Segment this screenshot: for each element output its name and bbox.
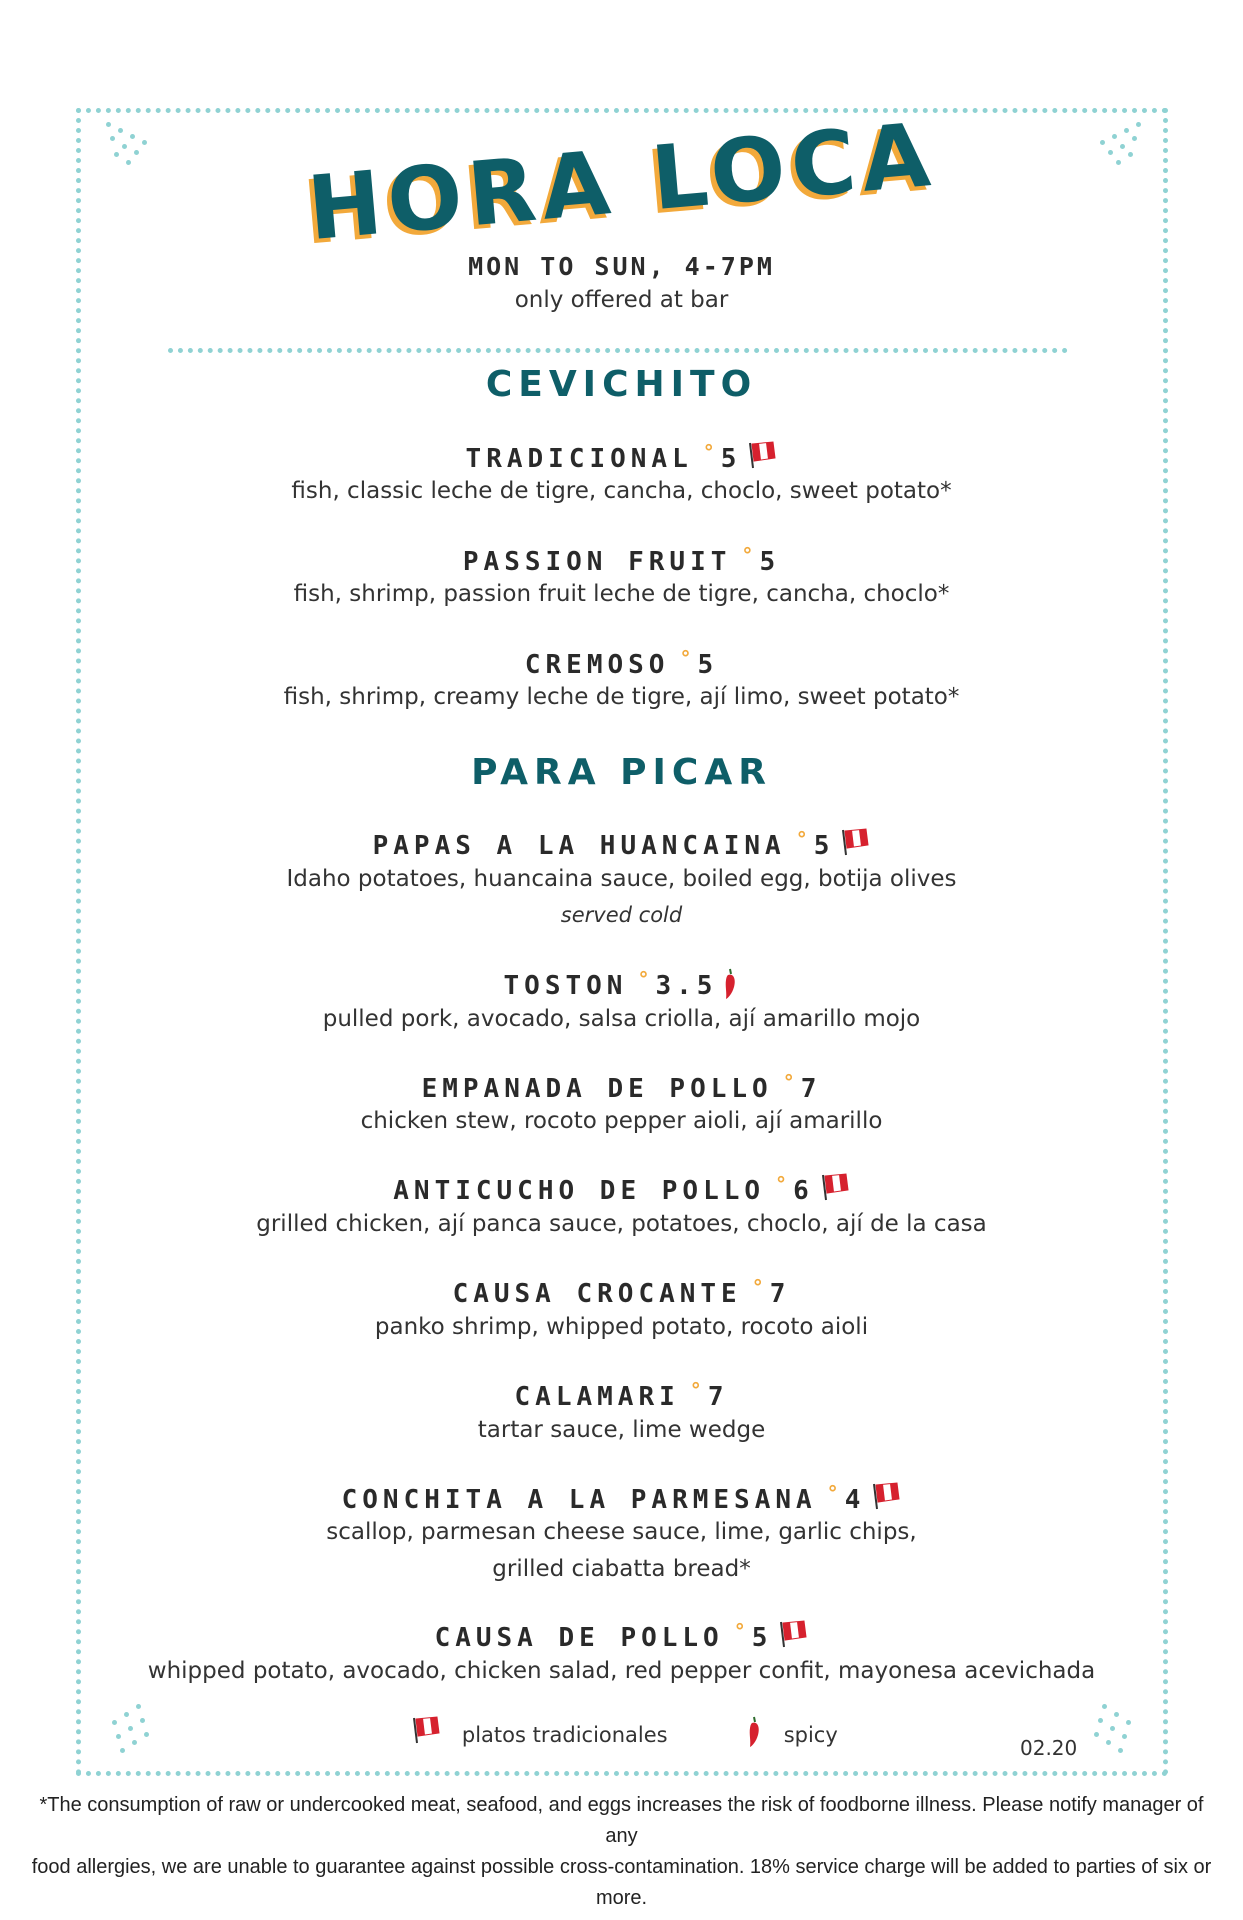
item-description: fish, shrimp, passion fruit leche de tigre, cancha, choclo*	[293, 581, 950, 607]
disclaimer-line: *The consumption of raw or undercooked meat, seafood, and eggs increases the risk of foodborne illness. Please notify manager of any	[39, 1794, 1204, 1847]
menu-item-name	[0, 1378, 1243, 1412]
item-price: 5	[813, 831, 835, 861]
item-price: 5	[759, 547, 781, 577]
degree-dot: °	[679, 646, 692, 670]
item-title: PASSION FRUIT	[462, 547, 732, 577]
peru-flag-icon	[778, 1620, 808, 1648]
item-note: served cold	[560, 903, 683, 927]
hours-text: MON TO SUN, 4-7PM	[468, 252, 775, 281]
dotted-divider	[168, 348, 1068, 353]
degree-dot: °	[826, 1481, 839, 1505]
item-title: CAUSA CROCANTE	[452, 1279, 742, 1309]
menu-item-name	[0, 1481, 1243, 1515]
item-price: 5	[751, 1623, 773, 1653]
item-description: tartar sauce, lime wedge	[477, 1417, 766, 1443]
degree-dot: °	[741, 543, 754, 567]
item-description: whipped potato, avocado, chicken salad, red pepper confit, mayonesa acevichada	[147, 1658, 1096, 1684]
menu-item-name	[0, 543, 1243, 577]
peru-flag-icon	[820, 1173, 850, 1201]
item-price: 7	[769, 1279, 791, 1309]
peru-flag-icon	[411, 1716, 441, 1744]
item-price: 7	[707, 1382, 729, 1412]
item-description: scallop, parmesan cheese sauce, lime, garlic chips,	[326, 1519, 917, 1545]
menu-item-name	[0, 1172, 1243, 1206]
peru-flag-icon	[871, 1482, 901, 1510]
degree-dot: °	[782, 1070, 795, 1094]
item-title: PAPAS A LA HUANCAINA	[372, 831, 786, 861]
item-title: CREMOSO	[524, 650, 670, 680]
item-title: EMPANADA DE POLLO	[421, 1074, 773, 1104]
item-price: 5	[697, 650, 719, 680]
item-description: fish, classic leche de tigre, cancha, choclo, sweet potato*	[291, 478, 952, 504]
item-title: TOSTON	[503, 971, 628, 1001]
degree-dot: °	[775, 1172, 788, 1196]
menu-item-name	[0, 440, 1243, 474]
item-title: CONCHITA A LA PARMESANA	[341, 1485, 817, 1515]
item-description: grilled ciabatta bread*	[492, 1556, 751, 1582]
item-price: 3.5	[655, 971, 718, 1001]
section-heading-para-picar: PARA PICAR	[471, 752, 772, 793]
chili-pepper-icon	[721, 968, 739, 1000]
item-price: 4	[844, 1485, 866, 1515]
item-price: 6	[793, 1176, 814, 1206]
degree-dot: °	[733, 1619, 746, 1643]
disclaimer-line: food allergies, we are unable to guarantee against possible cross-contamination. 18% service charge will be added to parties of six or more.	[31, 1856, 1212, 1909]
item-price: 7	[800, 1074, 822, 1104]
item-title: TRADICIONAL	[465, 444, 693, 474]
item-description: grilled chicken, ají panca sauce, potatoes, choclo, ají de la casa	[256, 1211, 987, 1237]
item-description: panko shrimp, whipped potato, rocoto aioli	[374, 1314, 869, 1340]
chili-pepper-icon	[745, 1716, 763, 1748]
legend-spicy-label: spicy	[783, 1723, 838, 1747]
degree-dot: °	[702, 440, 715, 464]
menu-version-code: 02.20	[1020, 1736, 1078, 1760]
item-description: Idaho potatoes, huancaina sauce, boiled egg, botija olives	[286, 866, 957, 892]
degree-dot: °	[751, 1275, 764, 1299]
section-heading-cevichito: CEVICHITO	[485, 364, 758, 405]
menu-title	[0, 102, 1243, 261]
degree-dot: °	[795, 827, 808, 851]
peru-flag-icon	[840, 828, 870, 856]
item-description: fish, shrimp, creamy leche de tigre, ají limo, sweet potato*	[283, 684, 960, 710]
peru-flag-icon	[747, 441, 777, 469]
degree-dot: °	[637, 967, 650, 991]
item-price: 5	[720, 444, 742, 474]
bar-only-note: only offered at bar	[514, 287, 729, 313]
item-description: chicken stew, rocoto pepper aioli, ají amarillo	[360, 1108, 883, 1134]
degree-dot: °	[689, 1378, 702, 1402]
menu-item-name	[0, 1619, 1243, 1653]
item-description: pulled pork, avocado, salsa criolla, ají amarillo mojo	[322, 1006, 921, 1032]
disclaimer	[30, 1790, 1213, 1914]
menu-item-name	[0, 827, 1243, 861]
menu-item-name	[0, 1070, 1243, 1104]
legend-traditional-label: platos tradicionales	[461, 1723, 668, 1747]
menu-item-name	[0, 1275, 1243, 1309]
menu-item-name	[0, 967, 1243, 1001]
item-title: CALAMARI	[514, 1382, 680, 1412]
menu-item-name	[0, 646, 1243, 680]
menu-title-text: HORA LOCA	[303, 102, 940, 261]
item-title: CAUSA DE POLLO	[434, 1623, 724, 1653]
item-title: ANTICUCHO DE POLLO	[393, 1176, 766, 1206]
